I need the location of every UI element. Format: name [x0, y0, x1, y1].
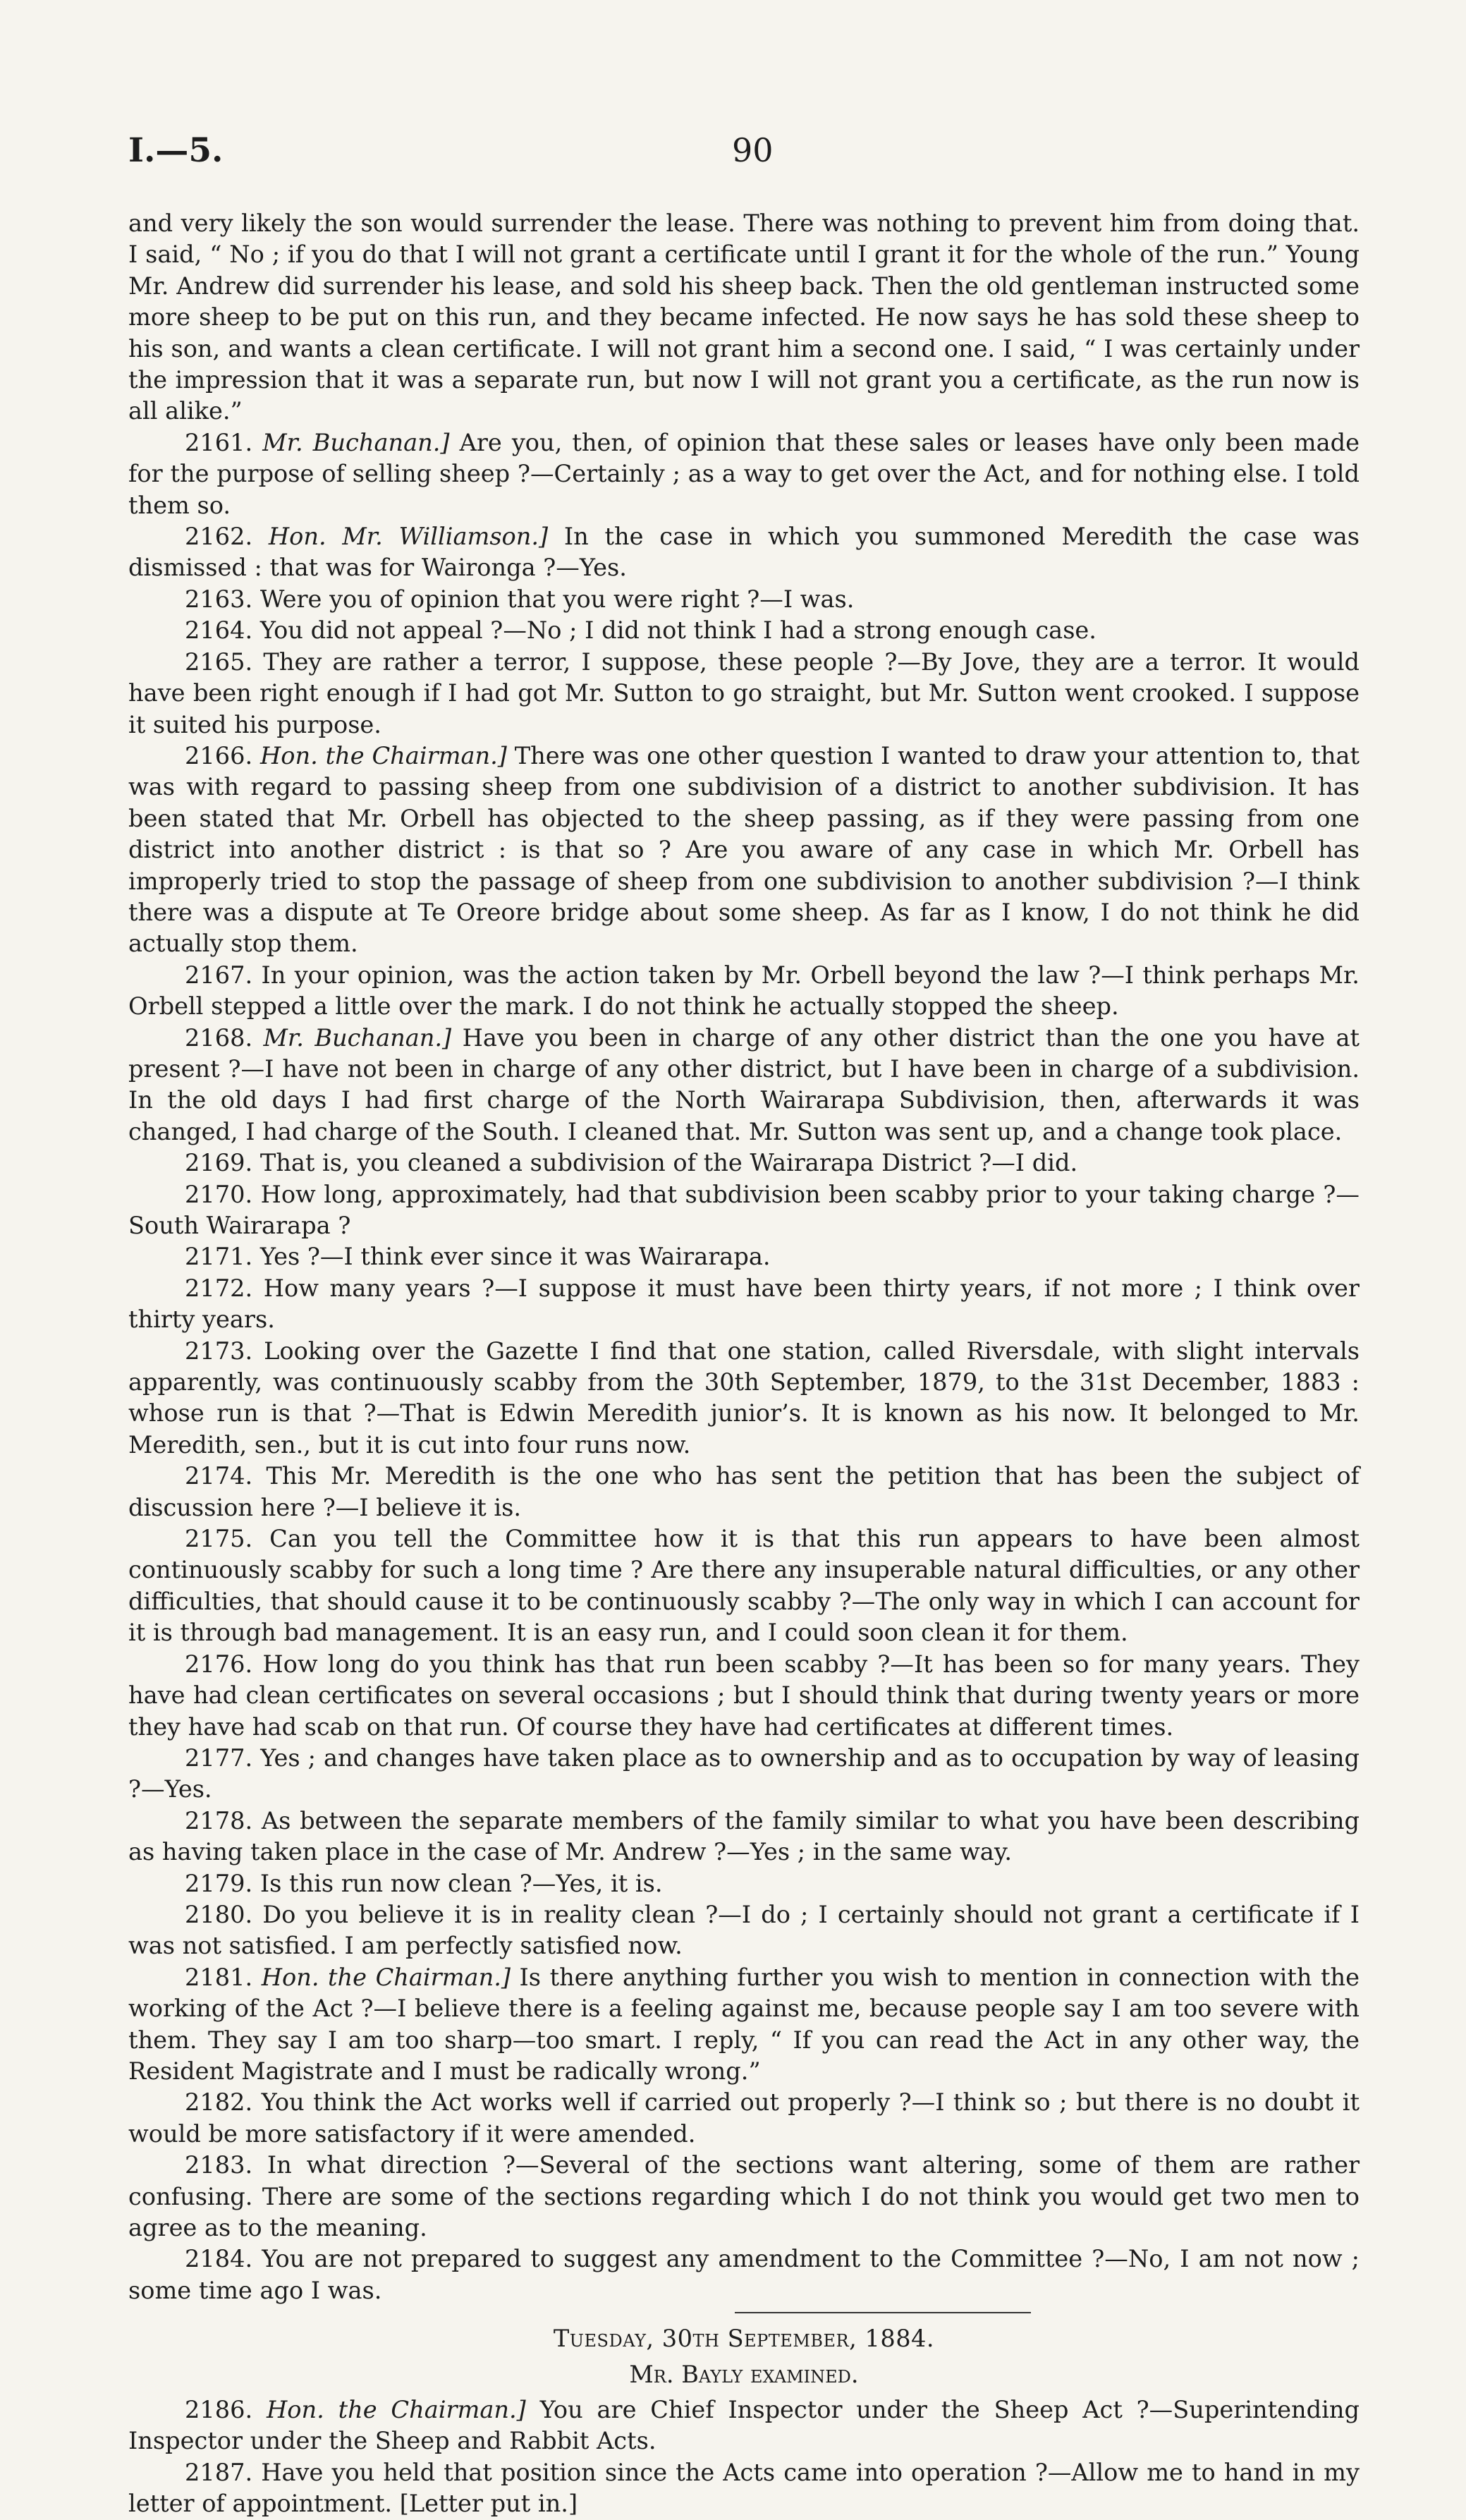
- question-number: 2161.: [185, 428, 253, 456]
- qa-paragraph: [128, 1962, 1360, 2088]
- qa-paragraph: [128, 2394, 1360, 2457]
- speaker-label: Mr. Buchanan.]: [262, 428, 450, 456]
- intro-paragraph: and very likely the son would surrender the lease. There was nothing to prevent him from doing that. I said, “ No ; if you do that I will not grant a certificate until I grant it for the whole of the run.” Young Mr. Andrew did surrender his lease, and sold his sheep back. Then the old gentleman instructed some more sheep to be put on this run, and they became infected. He now says he has sold these sheep to his son, and wants a clean certificate. I will not grant him a second one. I said, “ I was certainly under the impression that it was a separate run, but now I will not grant you a certificate, as the run now is all alike.”: [128, 209, 1360, 425]
- paragraph-list: [128, 427, 1360, 2306]
- qa-paragraph: [128, 1273, 1360, 1336]
- question-number: 2162.: [185, 523, 253, 551]
- paragraph-text: They are rather a terror, I suppose, these people ?—By Jove, they are a terror. It would have been right enough if I had got Mr. Sutton to go straight, but Mr. Sutton went crooked. I suppose it suited his purpose.: [128, 647, 1360, 738]
- speaker-label: Mr. Buchanan.]: [263, 1023, 452, 1052]
- question-number: 2180.: [185, 1900, 253, 1928]
- paragraph-text: Yes ?—I think ever since it was Wairarapa.: [259, 1243, 771, 1271]
- qa-paragraph: [128, 1523, 1360, 1649]
- question-number: 2171.: [185, 1243, 253, 1271]
- paragraph-list-after: [128, 2394, 1360, 2520]
- qa-paragraph: [128, 1336, 1360, 1461]
- question-number: 2183.: [185, 2151, 253, 2179]
- body-text: [128, 208, 1360, 2520]
- question-number: 2166.: [185, 741, 253, 769]
- qa-paragraph: [128, 1241, 1360, 1272]
- qa-paragraph: [128, 960, 1360, 1023]
- question-number: 2186.: [185, 2396, 253, 2424]
- qa-paragraph: [128, 1743, 1360, 1806]
- question-number: 2179.: [185, 1869, 253, 1897]
- paragraph-text: Is this run now clean ?—Yes, it is.: [259, 1869, 663, 1897]
- question-number: 2164.: [185, 616, 253, 645]
- qa-paragraph: [128, 2150, 1360, 2244]
- question-number: 2177.: [185, 1743, 253, 1772]
- qa-paragraph: [128, 521, 1360, 584]
- paragraph-text: Looking over the Gazette I find that one station, called Riversdale, with slight intervals apparently, was continuously scabby from the 30th September, 1879, to the 31st December, 1883 : whose run is that ?—That is Edwin Meredith junior’s. It is known as his now. It belonged to Mr. Meredith, sen., but it is cut into four runs now.: [128, 1337, 1360, 1459]
- question-number: 2187.: [185, 2458, 253, 2486]
- qa-paragraph: [128, 1649, 1360, 1743]
- paragraph-text: In your opinion, was the action taken by Mr. Orbell beyond the law ?—I think perhaps Mr. Orbell stepped a little over the mark. I do not think he actually stopped the sheep.: [128, 961, 1360, 1021]
- paragraph-text: How long, approximately, had that subdivision been scabby prior to your taking charge ?—South Wairarapa ?: [128, 1180, 1360, 1239]
- paragraph-text: How long do you think has that run been scabby ?—It has been so for many years. They have had clean certificates on several occasions ; but I should think that during twenty years or more they have had scab on that run. Of course they have had certificates at different times.: [128, 1650, 1360, 1741]
- question-number: 2170.: [185, 1180, 253, 1208]
- question-number: 2167.: [185, 961, 253, 989]
- qa-paragraph: [128, 741, 1360, 960]
- qa-paragraph: [128, 1899, 1360, 1962]
- qa-paragraph: [128, 2457, 1360, 2520]
- qa-paragraph: [128, 647, 1360, 741]
- paragraph-text: Have you been in charge of any other district than the one you have at present ?—I have not been in charge of any other district, but I have been in charge of a subdivision. In the old days I had first charge of the North Wairarapa Subdivision, then, afterwards it was changed, I had charge of the South. I cleaned that. Mr. Sutton was sent up, and a change took place.: [128, 1023, 1360, 1145]
- paragraph-text: In what direction ?—Several of the sections want altering, some of them are rather confusing. There are some of the sections regarding which I do not think you would get two men to agree as to the meaning.: [128, 2151, 1360, 2241]
- paragraph-text: As between the separate members of the family similar to what you have been describing as having taken place in the case of Mr. Andrew ?—Yes ; in the same way.: [128, 1806, 1360, 1866]
- page-number: 90: [732, 131, 774, 169]
- speaker-label: Hon. the Chairman.]: [266, 2396, 526, 2424]
- paragraph-text: That is, you cleaned a subdivision of the Wairarapa District ?—I did.: [259, 1149, 1078, 1177]
- qa-paragraph: [128, 1148, 1360, 1179]
- paragraph-text: This Mr. Meredith is the one who has sent the petition that has been the subject of discussion here ?—I believe it is.: [128, 1462, 1360, 1521]
- speaker-label: Hon. Mr. Williamson.]: [268, 523, 549, 551]
- document-reference: I.—5.: [128, 131, 224, 170]
- paragraph-text: In the case in which you summoned Meredith the case was dismissed : that was for Waironga ?—Yes.: [128, 523, 1360, 582]
- question-number: 2173.: [185, 1337, 253, 1365]
- question-number: 2184.: [185, 2245, 253, 2273]
- paragraph-text: There was one other question I wanted to draw your attention to, that was with regard to passing sheep from one subdivision of a district to another subdivision. It has been stated that Mr. Orbell has objected to the sheep passing, as if they were passing from one district into another district : is that so ? Are you aware of any case in which Mr. Orbell has improperly tried to stop the passage of sheep from one subdivision to another subdivision ?—I think there was a dispute at Te Oreore bridge about some sheep. As far as I know, I do not think he did actually stop them.: [128, 741, 1360, 958]
- question-number: 2182.: [185, 2088, 253, 2117]
- question-number: 2169.: [185, 1149, 253, 1177]
- speaker-label: Hon. the Chairman.]: [260, 741, 507, 769]
- question-number: 2165.: [185, 647, 253, 676]
- paragraph-text: How many years ?—I suppose it must have been thirty years, if not more ; I think over thirty years.: [128, 1274, 1360, 1334]
- paragraph-text: Yes ; and changes have taken place as to ownership and as to occupation by way of leasing ?—Yes.: [128, 1743, 1360, 1803]
- question-number: 2175.: [185, 1525, 253, 1553]
- paragraph-text: Is there anything further you wish to mention in connection with the working of the Act ?—I believe there is a feeling against me, because people say I am too severe with them. They say I am too sharp—too smart. I reply, “ If you can read the Act in any other way, the Resident Magistrate and I must be radically wrong.”: [128, 1963, 1360, 2085]
- qa-paragraph: [128, 1461, 1360, 1523]
- qa-paragraph: [128, 1868, 1360, 1899]
- qa-paragraph: [128, 1023, 1360, 1148]
- qa-paragraph: [128, 584, 1360, 615]
- qa-paragraph: [128, 615, 1360, 646]
- question-number: 2174.: [185, 1462, 253, 1490]
- qa-paragraph: [128, 427, 1360, 521]
- paragraph-text: Do you believe it is in reality clean ?—I do ; I certainly should not grant a certificate if I was not satisfied. I am perfectly satisfied now.: [128, 1900, 1360, 1960]
- section-divider: [735, 2312, 1031, 2313]
- question-number: 2178.: [185, 1806, 253, 1834]
- witness-line: Mr. Bayly examined.: [629, 2360, 859, 2388]
- question-number: 2163.: [185, 585, 253, 613]
- paragraph-text: You are not prepared to suggest any amendment to the Committee ?—No, I am not now ; some time ago I was.: [128, 2245, 1360, 2304]
- paragraph-text: You are Chief Inspector under the Sheep Act ?—Superintending Inspector under the Sheep and Rabbit Acts.: [128, 2396, 1360, 2455]
- paragraph-text: You did not appeal ?—No ; I did not think I had a strong enough case.: [259, 616, 1097, 645]
- paragraph-text: Have you held that position since the Acts came into operation ?—Allow me to hand in my letter of appointment. [Letter put in.]: [128, 2458, 1360, 2518]
- question-number: 2168.: [185, 1023, 253, 1052]
- question-number: 2176.: [185, 1650, 253, 1678]
- speaker-label: Hon. the Chairman.]: [261, 1963, 511, 1991]
- paragraph-text: You think the Act works well if carried out properly ?—I think so ; but there is no doubt it would be more satisfactory if it were amended.: [128, 2088, 1360, 2148]
- question-number: 2172.: [185, 1274, 253, 1302]
- question-number: 2181.: [185, 1963, 253, 1991]
- qa-paragraph: [128, 2087, 1360, 2150]
- qa-paragraph: [128, 2244, 1360, 2306]
- paragraph-text: Are you, then, of opinion that these sales or leases have only been made for the purpose of selling sheep ?—Certainly ; as a way to get over the Act, and for nothing else. I told them so.: [128, 428, 1360, 519]
- paragraph-text: Can you tell the Committee how it is that this run appears to have been almost continuously scabby for such a long time ? Are there any insuperable natural difficulties, or any other difficulties, that should cause it to be continuously scabby ?—The only way in which I can account for it is through bad management. It is an easy run, and I could soon clean it for them.: [128, 1525, 1360, 1647]
- qa-paragraph: [128, 1179, 1360, 1242]
- session-date: Tuesday, 30th September, 1884.: [553, 2325, 935, 2353]
- qa-paragraph: [128, 1806, 1360, 1868]
- paragraph-text: Were you of opinion that you were right ?—I was.: [259, 585, 855, 613]
